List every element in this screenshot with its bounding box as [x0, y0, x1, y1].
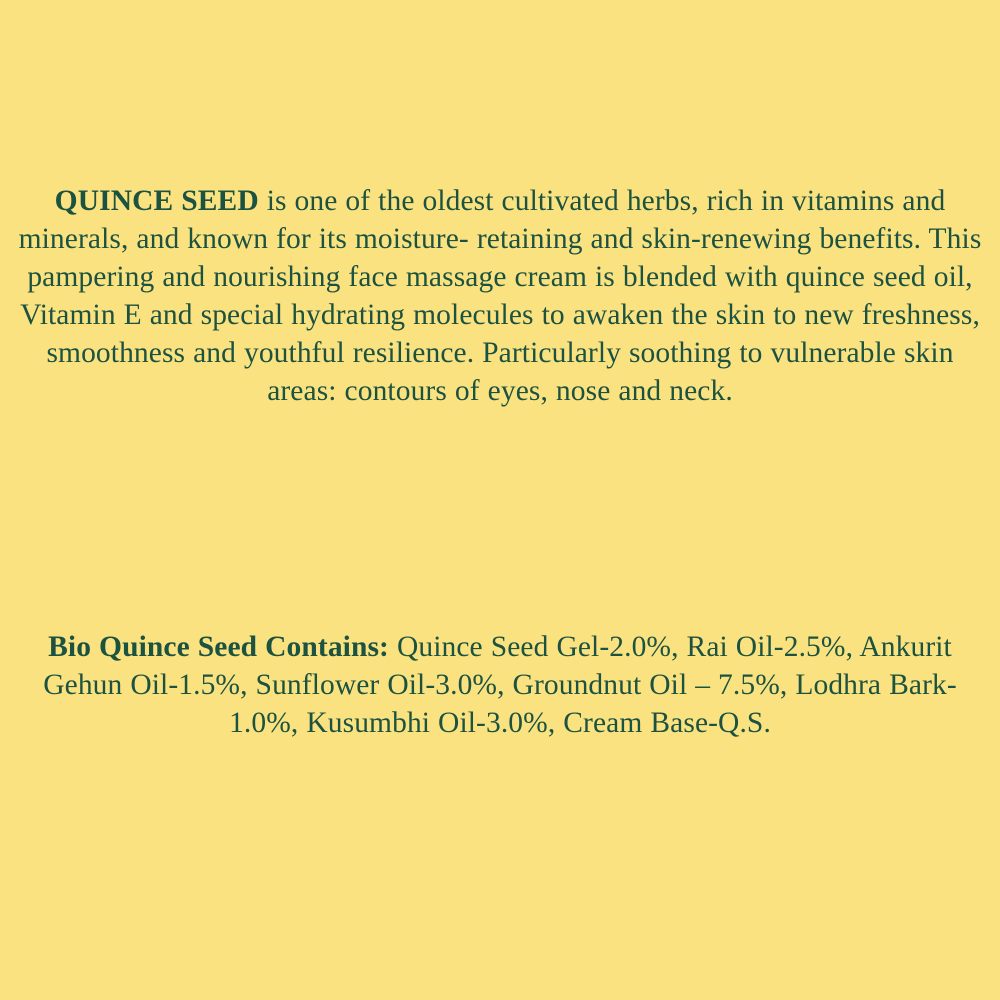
description-block	[0, 182, 1000, 410]
description-lead-term: QUINCE SEED	[54, 185, 259, 217]
description-body-text: is one of the oldest cultivated herbs, rich in vitamins and minerals, and known for its moisture- retaining and skin-renewing benefits. This pampering and nourishing face massage cream is blended with quince seed oil, Vitamin E and special hydrating molecules to awaken the skin to new freshness, smoothness and youthful resilience. Particularly soothing to vulnerable skin areas: contours of eyes, nose and neck.	[18, 185, 982, 407]
ingredients-paragraph	[18, 628, 982, 742]
ingredients-block	[0, 628, 1000, 742]
ingredients-lead-term: Bio Quince Seed Contains:	[48, 631, 389, 663]
ingredients-body-text: Quince Seed Gel-2.0%, Rai Oil-2.5%, Ankurit Gehun Oil-1.5%, Sunflower Oil-3.0%, Groundnut Oil – 7.5%, Lodhra Bark-1.0%, Kusumbhi Oil-3.0%, Cream Base-Q.S.	[43, 631, 957, 739]
description-paragraph	[18, 182, 982, 410]
